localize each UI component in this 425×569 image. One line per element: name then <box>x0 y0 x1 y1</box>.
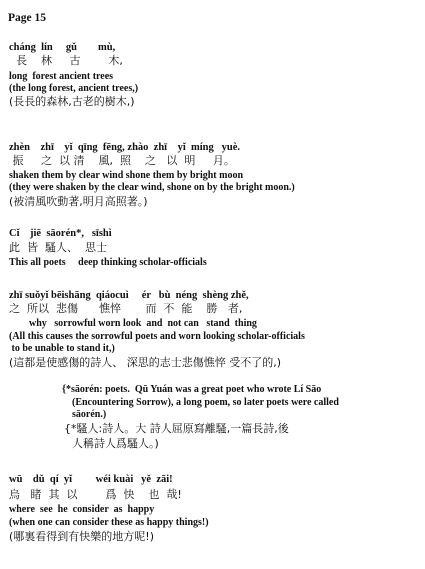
footnote-zh-line-2: 人稱詩人爲騷人。) <box>72 437 159 450</box>
translation-en-5: (when one can consider these as happy things!) <box>9 517 209 528</box>
hanzi-line-3: 此 皆 騷人、 思士 <box>9 241 107 254</box>
pinyin-line-5: wū dǔ qí yǐ wéi kuài yě zāi! <box>9 474 173 485</box>
footnote-en-line-3: sāorén.) <box>72 409 107 420</box>
pinyin-line-2: zhèn zhī yǐ qīng fēng, zhào zhī yǐ míng yuè. <box>9 142 241 153</box>
pinyin-line-4: zhī suǒyǐ bēishāng qiáocuì ér bù néng shèng zhě, <box>9 290 249 301</box>
gloss-line-5: where see he consider as happy <box>9 504 155 515</box>
translation-zh-2: (被清風吹動著,明月高照著。) <box>9 195 148 208</box>
hanzi-line-2: 振 之 以 清 風, 照 之 以 明 月。 <box>9 154 235 167</box>
footnote-zh-line-1: {*騷人:詩人。大 詩人屈原寫離騷,一篇長詩,後 <box>64 422 289 435</box>
pinyin-line-3: Cǐ jiē sāorén*, sīshì <box>9 228 112 239</box>
page-label: Page 15 <box>8 12 47 24</box>
translation-en-4a: (All this causes the sorrowful poets and worn looking scholar-officials <box>9 331 305 342</box>
gloss-line-3: This all poets deep thinking scholar-officials <box>9 257 207 268</box>
gloss-line-1: long forest ancient trees <box>9 71 114 82</box>
translation-zh-1: (長長的森林,古老的樹木,) <box>9 95 135 108</box>
hanzi-line-4: 之 所以 悲傷 憔悴 而 不 能 勝 者, <box>9 302 243 315</box>
translation-zh-5: (哪裏看得到有快樂的地方呢!) <box>9 530 154 543</box>
gloss-line-4: why sorrowful worn look and not can stand thing <box>9 318 257 329</box>
hanzi-line-5: 烏 睹 其 以 爲 快 也 哉! <box>9 488 182 501</box>
footnote-en-line-1: {*sāorén: poets. Qū Yuán was a great poet who wrote Lí Sāo <box>62 384 322 395</box>
pinyin-line-1: cháng lín gǔ mù, <box>9 42 116 53</box>
translation-zh-4: (這都是使感傷的詩人、 深思的志士悲傷憔悴 受不了的,) <box>9 356 282 369</box>
translation-en-2: (they were shaken by the clear wind, shone on by the bright moon.) <box>9 182 295 193</box>
gloss-line-2: shaken them by clear wind shone them by bright moon <box>9 170 244 181</box>
footnote-en-line-2: (Encountering Sorrow), a long poem, so later poets were called <box>72 397 339 408</box>
translation-en-1: (the long forest, ancient trees,) <box>9 83 139 94</box>
hanzi-line-1: 長 林 古 木, <box>9 54 123 67</box>
translation-en-4b: to be unable to stand it,) <box>9 343 115 354</box>
